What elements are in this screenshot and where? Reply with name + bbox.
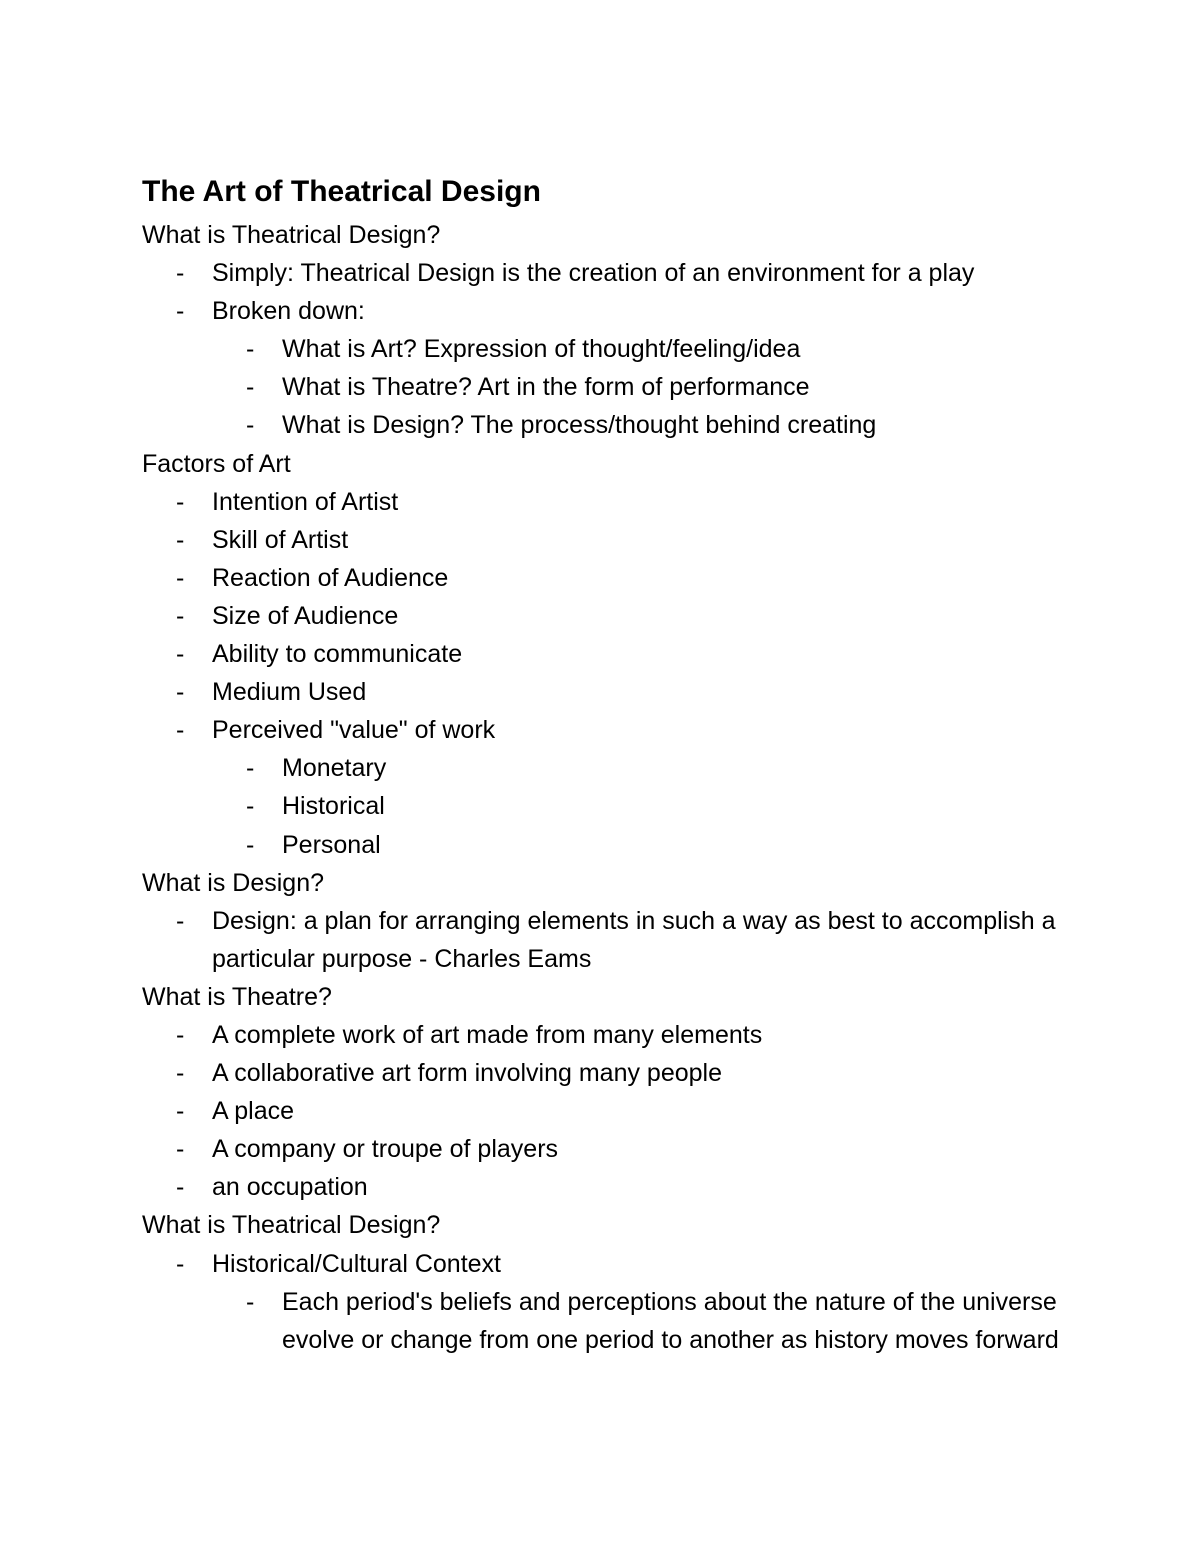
- bullet-dash: -: [176, 259, 185, 288]
- bullet-dash: -: [246, 792, 255, 821]
- sub-list-item: [142, 1283, 1102, 1359]
- bullet-dash: -: [246, 754, 255, 783]
- sub-list-item-text: What is Art? Expression of thought/feeling/idea: [282, 335, 801, 364]
- section-heading: What is Theatrical Design?: [142, 221, 441, 249]
- list-item-text: Skill of Artist: [212, 525, 349, 554]
- bullet-list: [142, 902, 1102, 978]
- list-item-text: Perceived "value" of work: [212, 716, 496, 745]
- bullet-dash: -: [176, 1020, 185, 1049]
- sub-bullet-list: [142, 749, 1102, 863]
- list-item-text: A complete work of art made from many elements: [212, 1020, 763, 1049]
- list-item: [142, 1092, 1102, 1130]
- section: [142, 445, 1102, 864]
- bullet-dash: -: [176, 487, 185, 516]
- sub-list-item: [142, 330, 1102, 368]
- bullet-list: [142, 1245, 1102, 1359]
- list-item-text: A place: [212, 1097, 295, 1126]
- sub-bullet-list: [142, 1283, 1102, 1359]
- bullet-dash: -: [176, 716, 185, 745]
- sub-list-item: [142, 749, 1102, 787]
- list-item-text: Simply: Theatrical Design is the creation of an environment for a play: [212, 259, 975, 288]
- bullet-dash: -: [176, 525, 185, 554]
- section-heading: What is Design?: [142, 868, 325, 897]
- bullet-dash: -: [176, 1249, 185, 1278]
- bullet-dash: -: [246, 411, 255, 440]
- sub-list-item: [142, 826, 1102, 864]
- bullet-list: [142, 254, 1102, 444]
- section: [142, 216, 1102, 445]
- sub-list-item: [142, 368, 1102, 406]
- list-item: [142, 902, 1102, 978]
- list-item-text: Historical/Cultural Context: [212, 1249, 501, 1278]
- list-item-text: Design: a plan for arranging elements in such a way as best to accomplish a particular purpose - Charles Eams: [212, 906, 1056, 973]
- bullet-dash: -: [176, 1173, 185, 1202]
- bullet-dash: -: [176, 1097, 185, 1126]
- list-item: [142, 521, 1102, 559]
- list-item-text: Ability to communicate: [212, 640, 463, 669]
- sub-list-item-text: Each period's beliefs and perceptions about the nature of the universe evolve or change from one period to another as history moves forward: [282, 1287, 1059, 1354]
- section: [142, 1206, 1102, 1358]
- section-heading: Factors of Art: [142, 449, 291, 478]
- sub-list-item-text: Historical: [282, 792, 385, 821]
- list-item-text: Broken down:: [212, 297, 365, 326]
- sub-list-item-text: What is Theatre? Art in the form of performance: [282, 373, 810, 402]
- list-item-text: Reaction of Audience: [212, 563, 449, 592]
- list-item-text: an occupation: [212, 1173, 368, 1202]
- list-item: [142, 1245, 1102, 1283]
- bullet-list: [142, 1016, 1102, 1206]
- bullet-list: [142, 483, 1102, 864]
- sub-list-item-text: What is Design? The process/thought behind creating: [282, 411, 877, 440]
- section-heading: What is Theatrical Design?: [142, 1211, 441, 1240]
- list-item-text: Intention of Artist: [212, 487, 399, 516]
- document-page: [142, 170, 1102, 1359]
- bullet-dash: -: [176, 601, 185, 630]
- list-item: [142, 1130, 1102, 1168]
- sub-list-item: [142, 406, 1102, 444]
- bullet-dash: -: [176, 678, 185, 707]
- list-item-text: Size of Audience: [212, 601, 399, 630]
- list-item: [142, 597, 1102, 635]
- bullet-dash: -: [176, 563, 185, 592]
- bullet-dash: -: [176, 906, 185, 935]
- list-item: [142, 1168, 1102, 1206]
- list-item: [142, 559, 1102, 597]
- document-body: [142, 216, 1102, 1359]
- bullet-dash: -: [246, 335, 255, 364]
- list-item: [142, 673, 1102, 711]
- list-item: [142, 1054, 1102, 1092]
- section-heading: What is Theatre?: [142, 982, 332, 1011]
- bullet-dash: -: [246, 373, 255, 402]
- list-item: [142, 254, 1102, 292]
- bullet-dash: -: [176, 297, 185, 326]
- sub-list-item: [142, 787, 1102, 825]
- list-item: [142, 635, 1102, 673]
- list-item-text: A company or troupe of players: [212, 1135, 559, 1164]
- sub-list-item-text: Monetary: [282, 754, 387, 783]
- list-item: [142, 711, 1102, 749]
- bullet-dash: -: [176, 1059, 185, 1088]
- list-item: [142, 292, 1102, 330]
- document-title: The Art of Theatrical Design: [142, 175, 541, 208]
- sub-list-item-text: Personal: [282, 830, 381, 859]
- list-item: [142, 483, 1102, 521]
- section: [142, 978, 1102, 1207]
- bullet-dash: -: [246, 830, 255, 859]
- list-item-text: Medium Used: [212, 678, 367, 707]
- list-item: [142, 1016, 1102, 1054]
- bullet-dash: -: [246, 1287, 255, 1316]
- sub-bullet-list: [142, 330, 1102, 444]
- bullet-dash: -: [176, 1135, 185, 1164]
- bullet-dash: -: [176, 640, 185, 669]
- section: [142, 864, 1102, 978]
- list-item-text: A collaborative art form involving many people: [212, 1059, 722, 1088]
